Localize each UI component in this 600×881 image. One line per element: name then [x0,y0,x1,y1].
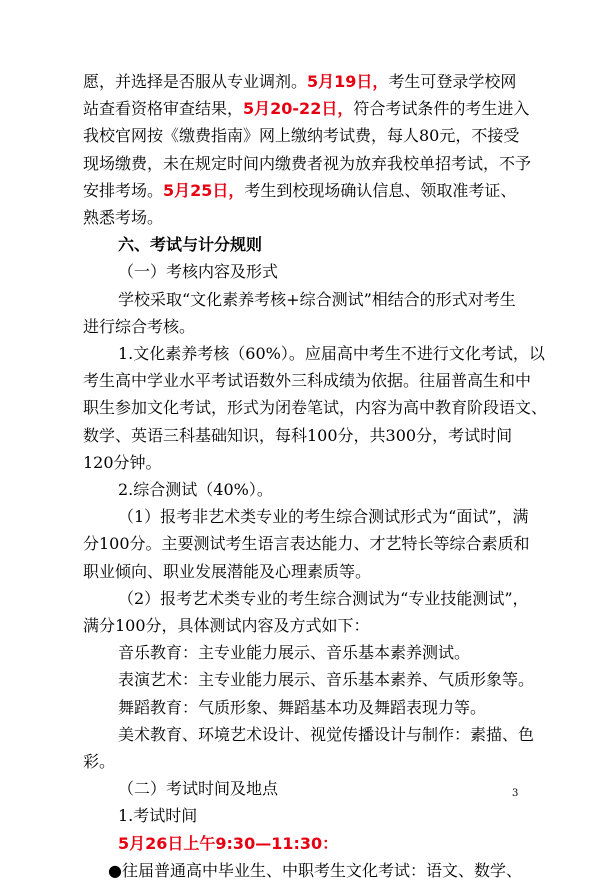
text-line: ●往届普通高中毕业生、中职考生文化考试：语文、数学、 [108,860,522,880]
section-heading: 六、考试与计分规则 [118,235,263,255]
text-line: 职业倾向、职业发展潜能及心理素质等。 [83,561,372,581]
text-span: 愿，并选择是否服从专业调剂。 [83,72,308,91]
text-line: 进行综合考核。 [83,316,196,336]
text-line: 1.考试时间 [118,806,198,826]
text-line: 2.综合测试（40%）。 [118,480,273,499]
highlight-date: 5月19日， [307,72,389,91]
text-line [83,181,600,201]
text-line: 熟悉考场。 [83,208,164,227]
text-line: 分100分。主要测试考生语言表达能力、才艺特长等综合素质和 [83,534,530,554]
text-span: 考生到校现场确认信息、领取准考证、 [244,180,517,200]
text-line [83,72,600,92]
text-line: 学校采取“文化素养考核+综合测试”相结合的形式对考生 [118,289,516,309]
text-span: 符合考试条件的考生进入 [353,99,530,119]
text-line: 我校官网按《缴费指南》网上缴纳考试费，每人80元，不接受 [83,126,520,146]
text-line: 美术教育、环境艺术设计、视觉传播设计与制作：素描、色 [118,724,535,744]
highlight-date: 5月25日， [163,180,245,200]
page-number: 3 [512,788,519,799]
text-line: 彩。 [83,752,116,771]
text-line: 舞蹈教育：气质形象、舞蹈基本功及舞蹈表现力等。 [118,697,487,717]
text-span: 站查看资格审查结果， [83,99,244,119]
text-line: （2）报考艺术类专业的考生综合测试为“专业技能测试”， [118,588,529,608]
highlight-date: 5月26日上午9:30—11:30： [118,833,339,853]
subsection-heading: （二）考试时间及地点 [118,779,279,799]
text-span: 安排考场。 [83,180,164,200]
text-line: 120分钟。 [83,452,162,472]
text-line: 现场缴费，未在规定时间内缴费者视为放弃我校单招考试，不予 [83,153,532,173]
text-line: 考生高中学业水平考试语数外三科成绩为依据。往届普高生和中 [83,371,532,391]
text-line: 满分100分，具体测试内容及方式如下： [83,616,370,635]
highlight-date: 5月20-22日， [243,99,354,119]
text-line: 音乐教育：主专业能力展示、音乐基本素养测试。 [118,643,471,663]
text-span: 考生可登录学校网 [388,72,517,91]
text-line: 数学、英语三科基础知识，每科100分，共300分，考试时间 [83,425,513,445]
text-line [83,99,600,119]
text-line: 1.文化素养考核（60%）。应届高中考生不进行文化考试，以 [118,344,545,363]
subsection-heading: （一）考核内容及形式 [118,262,279,282]
text-line: （1）报考非艺术类专业的考生综合测试形式为“面试”，满 [118,507,529,527]
text-line: 职生参加文化考试，形式为闭卷笔试，内容为高中教育阶段语文、 [83,398,548,418]
text-line: 表演艺术：主专业能力展示、音乐基本素养、气质形象等。 [118,670,535,690]
